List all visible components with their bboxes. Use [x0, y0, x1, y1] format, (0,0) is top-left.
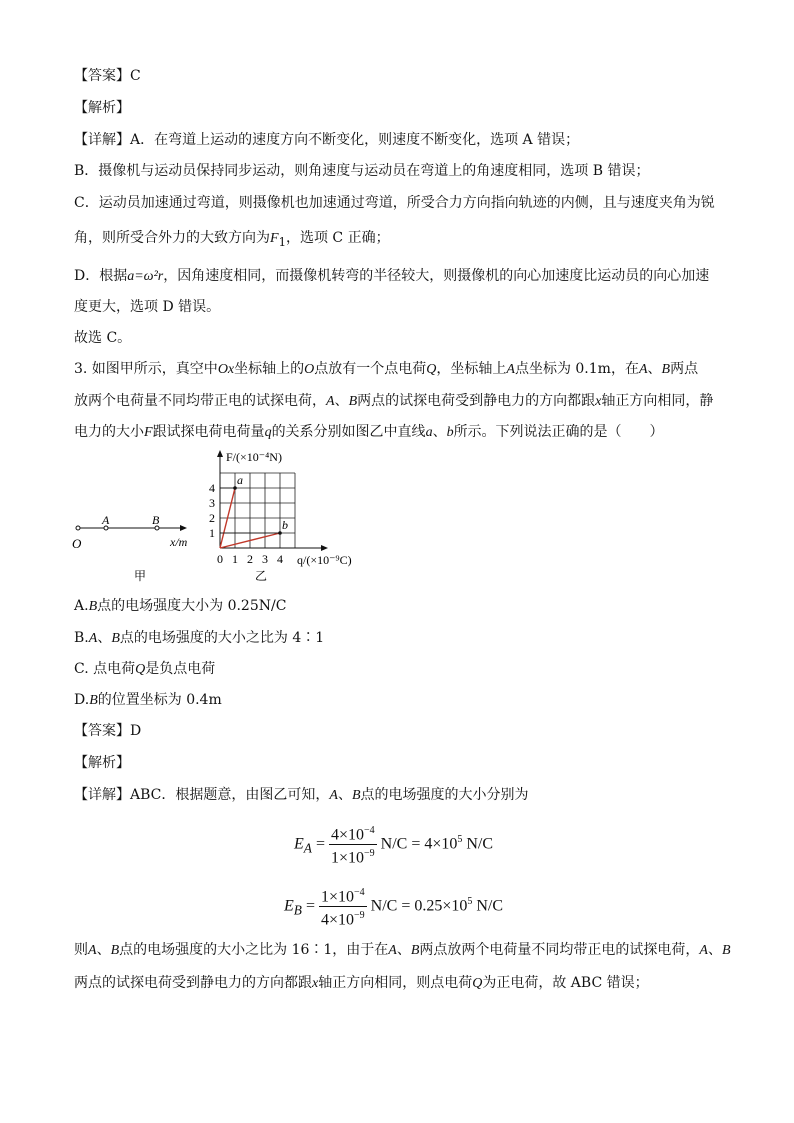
figure-yi-chart [209, 450, 352, 583]
chart-x-arrow [321, 545, 328, 551]
series-a-label: a [237, 473, 243, 487]
text: ，因角速度相同，而摄像机转弯的半径较大，则摄像机的向心加速度比运动员的向心加速 [163, 268, 710, 284]
var: x [595, 394, 602, 409]
detail-line-d2: 度更大，选项 D 错误。 [74, 299, 221, 315]
den-exp: −9 [354, 910, 365, 922]
text: 跟试探电荷电荷量 [152, 424, 265, 440]
text: 、 [334, 393, 349, 409]
option-b [74, 628, 324, 649]
text: 是负点电荷 [145, 661, 216, 677]
text: A. [74, 598, 89, 614]
text: 所示。下列说法正确的是（ ） [453, 424, 664, 440]
text: ，坐标轴上 [436, 361, 507, 377]
text: 角，则所受合外力的大致方向为 [74, 230, 270, 246]
eq-symbol: E [284, 897, 294, 915]
chart-grid [220, 473, 295, 548]
var: F [144, 425, 153, 440]
eq-unit: N/C [466, 835, 494, 853]
yi-caption: 乙 [255, 569, 268, 583]
eq-numerator [329, 822, 377, 845]
text: 坐标轴上的 [234, 361, 305, 377]
eq-denominator [329, 845, 377, 867]
text: 、 [647, 361, 662, 377]
var: B [351, 788, 361, 803]
var: O [304, 362, 315, 377]
formula: a=ω²r [127, 269, 164, 284]
force-symbol: F [270, 231, 279, 246]
question-line-3 [74, 422, 664, 443]
var: B [111, 631, 120, 646]
analysis-tag: 【解析】 [74, 100, 130, 116]
var: B [410, 943, 420, 958]
jia-label-O: O [72, 536, 82, 551]
answer-line [74, 66, 141, 86]
var: a [425, 425, 433, 440]
chart-y-arrow [217, 450, 223, 457]
var: Ox [217, 362, 235, 377]
text: 点的电场强度的大小之比为 4∶1 [119, 630, 325, 646]
answer-line-3 [74, 721, 141, 741]
jia-label-A: A [102, 513, 110, 527]
eq-numerator [319, 884, 367, 907]
question-line-1 [74, 359, 698, 380]
x-tick-label: 3 [262, 552, 268, 566]
var: B [88, 599, 98, 614]
var: Q [426, 362, 437, 377]
jia-axis-label: x/m [170, 535, 188, 549]
text: 点的电场强度的大小之比为 16∶1，由于在 [119, 942, 389, 958]
num-base: 4×10 [330, 826, 364, 844]
den-exp: −9 [364, 848, 375, 860]
text: 点的电场强度大小为 0.25N/C [97, 598, 287, 614]
text: 点坐标为 0.1m，在 [514, 361, 639, 377]
text: 为正电荷，故 ABC 错误； [482, 975, 649, 991]
subscript: 1 [278, 234, 286, 249]
var: A [699, 943, 708, 958]
text: 轴正方向相同，则点电荷 [318, 975, 473, 991]
text: 两点 [670, 361, 699, 377]
chart-x-label: q/(×10⁻⁹C) [297, 553, 352, 567]
text: 两点的试探电荷受到静电力的方向都跟 [74, 975, 312, 991]
detail3-line-1 [74, 785, 529, 806]
eq-fraction [319, 884, 367, 930]
eq-equals: = [305, 897, 315, 915]
text: 、 [432, 424, 447, 440]
var: b [446, 425, 454, 440]
text: 、 [337, 787, 352, 803]
num-base: 1×10 [320, 888, 354, 906]
text: D. [74, 692, 90, 708]
den-base: 4×10 [320, 911, 354, 929]
jia-label-B: B [152, 513, 160, 527]
detail-line-d1 [74, 266, 709, 287]
eq-unit: N/C [476, 897, 504, 915]
var: B [661, 362, 671, 377]
detail-line-b: B．摄像机与运动员保持同步运动，则角速度与运动员在弯道上的角速度相同，选项 B 错误； [74, 163, 650, 179]
detail3-line-3 [74, 973, 649, 994]
analysis-tag-3: 【解析】 [74, 755, 130, 771]
text: 、 [396, 942, 411, 958]
text: D．根据 [74, 268, 128, 284]
x-tick-label: 2 [247, 552, 253, 566]
option-c [74, 659, 215, 680]
detail-line-a [74, 130, 579, 150]
equation-eb [284, 884, 503, 930]
y-tick-label: 4 [209, 481, 215, 495]
eq-mid: N/C = 4×10 [380, 835, 458, 853]
chart-y-label: F/(×10⁻⁴N) [226, 450, 282, 464]
figure-svg [60, 446, 370, 586]
text: 两点放两个电荷量不同均带正电的试探电荷， [419, 942, 700, 958]
var: A [329, 788, 338, 803]
eq-fraction [329, 822, 377, 868]
eq-subscript: B [293, 902, 302, 918]
num-exp: −4 [354, 887, 365, 898]
text: B. [74, 630, 89, 646]
var: A [326, 394, 335, 409]
eq-equals: = [315, 835, 325, 853]
eq-exp: 5 [457, 834, 463, 846]
eq-mid: N/C = 0.25×10 [370, 897, 468, 915]
y-tick-label: 1 [209, 526, 215, 540]
jia-arrowhead [180, 525, 187, 531]
x-tick-label: 4 [277, 552, 283, 566]
num-exp: −4 [364, 825, 375, 836]
detail3-line-2 [74, 940, 731, 961]
text: 电力的大小 [74, 424, 144, 440]
y-tick-label: 3 [209, 496, 215, 510]
var: B [89, 693, 98, 708]
text: 、 [97, 630, 112, 646]
var: A [88, 631, 98, 646]
var: Q [135, 662, 146, 677]
text: 放两个电荷量不同均带正电的试探电荷， [74, 393, 326, 409]
jia-caption: 甲 [134, 569, 147, 583]
eq-symbol: E [294, 835, 304, 853]
answer-value: D [130, 723, 142, 739]
option-d [74, 690, 222, 711]
series-b-label: b [282, 518, 288, 532]
figure [60, 446, 370, 590]
detail-tag: 【详解】 [74, 132, 130, 148]
var: A [88, 943, 97, 958]
x-tick-label: 1 [232, 552, 238, 566]
var: x [312, 976, 319, 991]
text: 则 [74, 942, 88, 958]
equation-ea [294, 822, 493, 868]
var: A [638, 362, 648, 377]
figure-jia [72, 513, 188, 583]
var: q [264, 425, 272, 440]
option-a [74, 596, 286, 617]
answer-value: C [130, 68, 141, 84]
detail-line-c2 [74, 228, 390, 252]
text: 的关系分别如图乙中直线 [271, 424, 426, 440]
answer-tag: 【答案】 [74, 723, 130, 739]
y-tick-label: 2 [209, 511, 215, 525]
var: B [348, 394, 358, 409]
text: 3. 如图甲所示，真空中 [74, 361, 218, 377]
var: Q [472, 976, 483, 991]
text: 、 [707, 942, 722, 958]
text: ，选项 C 正确； [285, 230, 390, 246]
text: ABC．根据题意，由图乙可知， [130, 787, 330, 803]
text: 轴正方向相同，静 [601, 393, 714, 409]
jia-point-O [76, 526, 80, 530]
detail-text: A．在弯道上运动的速度方向不断变化，则速度不断变化，选项 A 错误； [130, 132, 580, 148]
detail-tag: 【详解】 [74, 787, 130, 803]
var: B [721, 943, 731, 958]
chart-series [220, 486, 282, 548]
den-base: 1×10 [330, 849, 364, 867]
var: A [388, 943, 397, 958]
x-tick-label: 0 [217, 552, 223, 566]
var: B [110, 943, 120, 958]
answer-tag: 【答案】 [74, 68, 130, 84]
detail-line-c1: C．运动员加速通过弯道，则摄像机也加速通过弯道，所受合力方向指向轨迹的内侧，且与速度夹角为锐 [74, 195, 715, 211]
text: 点放有一个点电荷 [314, 361, 427, 377]
eq-subscript: A [303, 840, 312, 856]
var: A [506, 362, 515, 377]
text: 的位置坐标为 0.4m [97, 692, 222, 708]
text: 两点的试探电荷受到静电力的方向都跟 [357, 393, 596, 409]
text: C. 点电荷 [74, 661, 136, 677]
eq-exp: 5 [467, 896, 473, 908]
eq-denominator [319, 907, 367, 929]
conclusion: 故选 C。 [74, 330, 132, 346]
text: 点的电场强度的大小分别为 [360, 787, 529, 803]
question-line-2 [74, 391, 713, 412]
text: 、 [96, 942, 111, 958]
